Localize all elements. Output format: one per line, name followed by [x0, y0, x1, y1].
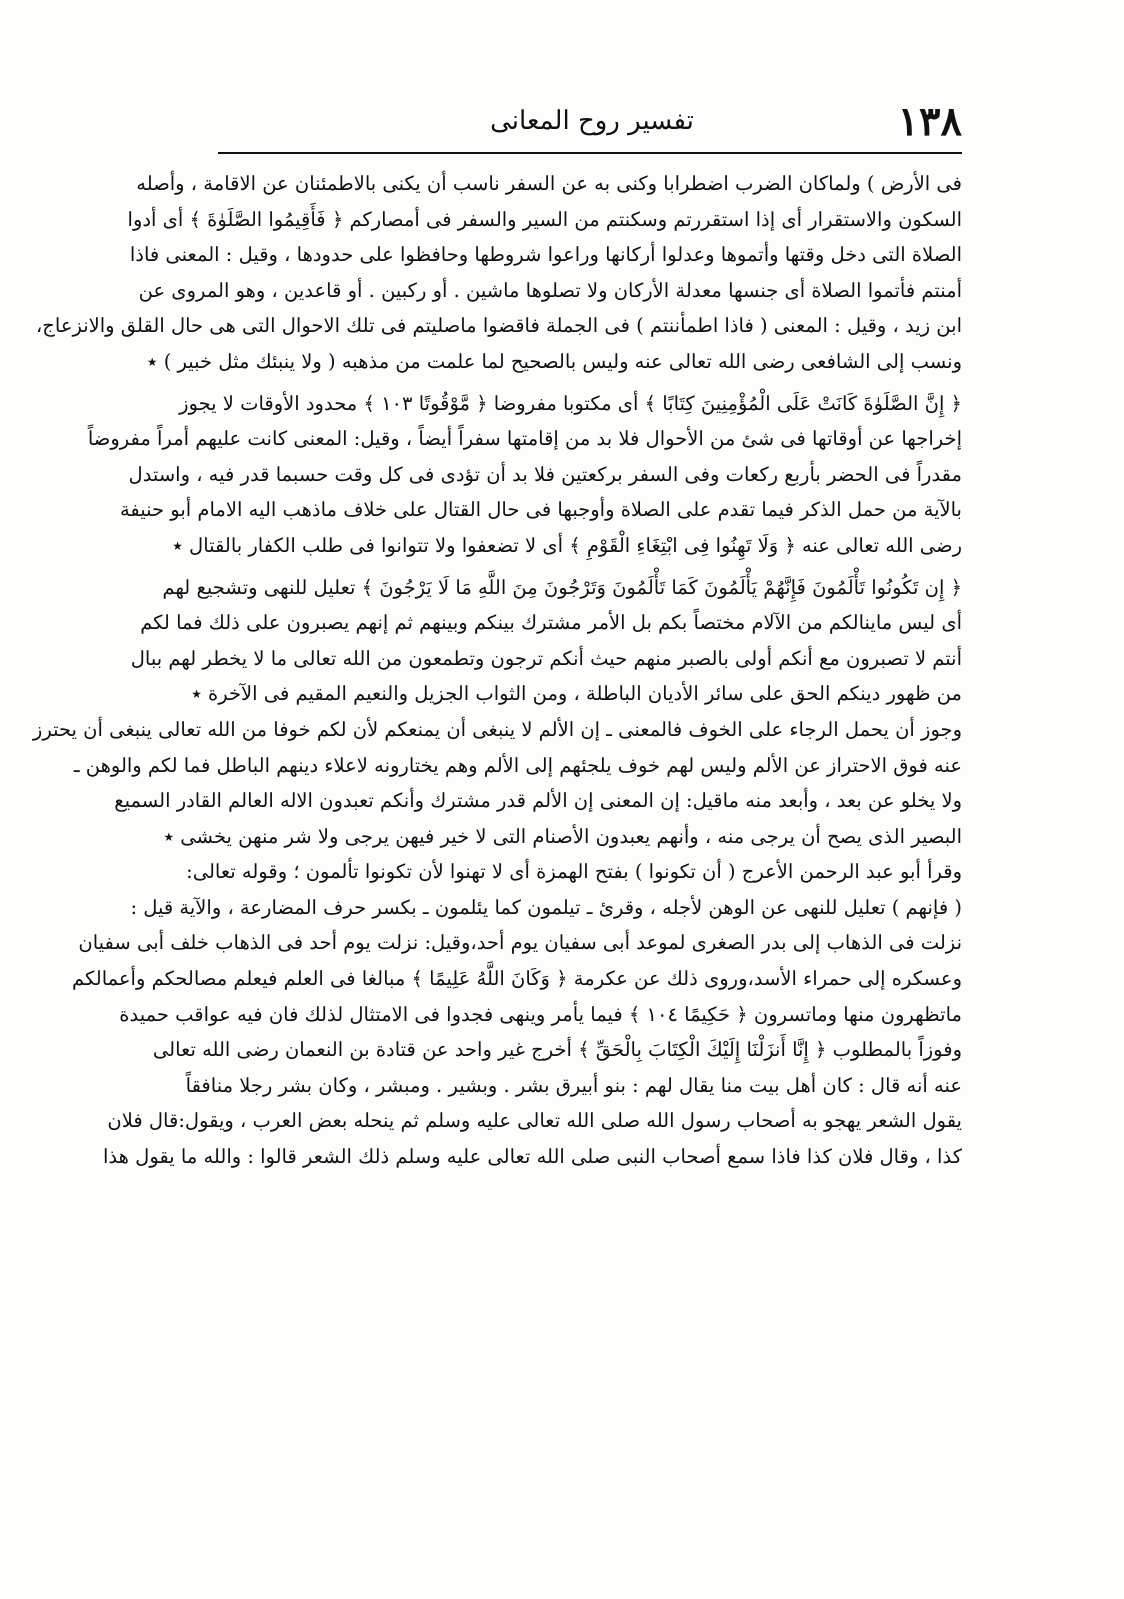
text-line: وقرأ أبو عبد الرحمن الأعرج ( أن تكونوا ) بفتح الهمزة أى لا تهنوا لأن تكونوا تألمون ؛ وقوله تعالى:	[186, 860, 962, 884]
text-line: بالآية من حمل الذكر فيما تقدم على الصلاة وأوجبها فى حال القتال على خلاف ماذهب اليه الامام أبو حنيفة	[119, 498, 962, 522]
text-line: وفوزاً بالمطلوب ﴿ إِنَّا أَنزَلْنَا إِلَيْكَ الْكِتَابَ بِالْحَقِّ ﴾ أخرج غير واحد عن قتادة بن النعمان رضى الله تعالى	[152, 1038, 962, 1062]
text-line: أى ليس ماينالكم من الآلام مختصاً بكم بل الأمر مشترك بينكم وبينهم ثم إنهم يصبرون على ذلك فما لكم	[140, 611, 962, 635]
running-title: تفسير روح المعانى	[490, 106, 694, 136]
text-line: الصلاة التى دخل وقتها وأتموها وعدلوا أركانها وراعوا شروطها وحافظوا على حدودها ، وقيل : المعنى فاذا	[129, 243, 962, 267]
page-number: ١٣٨	[897, 98, 962, 145]
text-line: ابن زيد ، وقيل : المعنى ( فاذا اطمأننتم ) فى الجملة فاقضوا ماصليتم فى تلك الاحوال التى هى حال القلق والانزعاج،	[36, 314, 962, 338]
text-line: البصير الذى يصح أن يرجى منه ، وأنهم يعبدون الأصنام التى لا خير فيهن يرجى ولا شر منهن يخشى ٭	[163, 824, 962, 848]
text-line: يقول الشعر يهجو به أصحاب رسول الله صلى الله تعالى عليه وسلم ثم ينحله بعض العرب ، ويقول:قال فلان	[107, 1109, 962, 1133]
text-line: عنه فوق الاحتراز عن الألم وليس لهم خوف يلجئهم إلى الألم وهم يختارونه لاعلاء دينهم الباطل فما لكم والوهن ـ	[73, 753, 962, 777]
header-rule	[218, 152, 962, 154]
text-line: رضى الله تعالى عنه ﴿ وَلَا تَهِنُوا فِى ابْتِغَاءِ الْقَوْمِ ﴾ أى لا تضعفوا ولا تتوانوا فى طلب الكفار بالقتال ٭	[172, 533, 962, 557]
text-line: فى الأرض ) ولماكان الضرب اضطرابا وكنى به عن السفر ناسب أن يكنى بالاطمئنان عن الاقامة ، وأصله	[136, 172, 962, 195]
text-line: عنه أنه قال : كان أهل بيت منا يقال لهم : بنو أبيرق بشر . وبشير . ومبشر ، وكان بشر رجلا منافقاً	[185, 1073, 962, 1097]
text-line: من ظهور دينكم الحق على سائر الأديان الباطلة ، ومن الثواب الجزيل والنعيم المقيم فى الآخرة ٭	[191, 682, 962, 706]
text-line: كذا ، وقال فلان كذا فاذا سمع أصحاب النبى صلى الله تعالى عليه وسلم ذلك الشعر قالوا : والله ما يقول هذا	[103, 1145, 962, 1169]
text-line: أنتم لا تصبرون مع أنكم أولى بالصبر منهم حيث أنكم ترجون وتطمعون من الله تعالى ما لا يخطر لهم ببال	[130, 646, 962, 670]
text-line: نزلت فى الذهاب إلى بدر الصغرى لموعد أبى سفيان يوم أحد،وقيل: نزلت يوم أحد فى الذهاب خلف أبى سفيان	[78, 931, 962, 955]
text-line: ولا يخلو عن بعد ، وأبعد منه ماقيل: إن المعنى إن الألم قدر مشترك وأنكم تعبدون الاله العالم القادر السميع	[114, 789, 962, 813]
text-line: ماتظهرون منها وماتسرون ﴿ حَكِيمًا ١٠٤ ﴾ فيما يأمر وينهى فجدوا فى الامتثال لذلك فان فيه عواقب حميدة	[119, 1002, 962, 1026]
text-line: أمنتم فأتموا الصلاة أى جنسها معدلة الأركان ولا تصلوها ماشين . أو ركبين . أو قاعدين ، وهو المروى عن	[138, 278, 962, 302]
text-line: ﴿ إِن تَكُونُوا تَأْلَمُونَ فَإِنَّهُمْ يَأْلَمُونَ كَمَا تَأْلَمُونَ وَتَرْجُونَ مِنَ اللَّهِ مَا لَا يَرْجُونَ ﴾ تعليل للنهى وتشجيع لهم	[162, 575, 962, 599]
text-line: ﴿ إِنَّ الصَّلَوٰةَ كَانَتْ عَلَى الْمُؤْمِنِينَ كِتَابًا ﴾ أى مكتوبا مفروضا ﴿ مَّوْقُوتًا ١٠٣ ﴾ محدود الأوقات لا يجوز	[179, 391, 962, 415]
text-line: وجوز أن يحمل الرجاء على الخوف فالمعنى ـ إن الألم لا ينبغى أن يمنعكم لأن لكم خوفا من الله تعالى ينبغى أن يحترز	[32, 717, 962, 741]
text-line: مقدراً فى الحضر بأربع ركعات وفى السفر بركعتين فلا بد أن تؤدى فى كل وقت حسبما قدر فيه ، واستدل	[128, 462, 962, 486]
text-line: ( فإنهم ) تعليل للنهى عن الوهن لأجله ، وقرئ ـ تيلمون كما يئلمون ـ بكسر حرف المضارعة ، والآية قيل :	[130, 895, 962, 919]
text-line: وعسكره إلى حمراء الأسد،وروى ذلك عن عكرمة ﴿ وَكَانَ اللَّهُ عَلِيمًا ﴾ مبالغا فى العلم فيعلم مصالحكم وأعمالكم	[72, 967, 962, 991]
commentary-text	[32, 166, 962, 1175]
text-line: ونسب إلى الشافعى رضى الله تعالى عنه وليس بالصحيح لما علمت من مذهبه ( ولا ينبئك مثل خبير ) ٭	[146, 349, 962, 373]
text-line: السكون والاستقرار أى إذا استقررتم وسكنتم من السير والسفر فى أمصاركم ﴿ فَأَقِيمُوا الصَّلَوٰةَ ﴾ أى أدوا	[127, 207, 962, 231]
page-header	[222, 96, 962, 148]
text-line: إخراجها عن أوقاتها فى شئ من الأحوال فلا بد من إقامتها سفراً أيضاً ، وقيل: المعنى كانت عليهم أمراً مفروضاً	[87, 427, 962, 451]
